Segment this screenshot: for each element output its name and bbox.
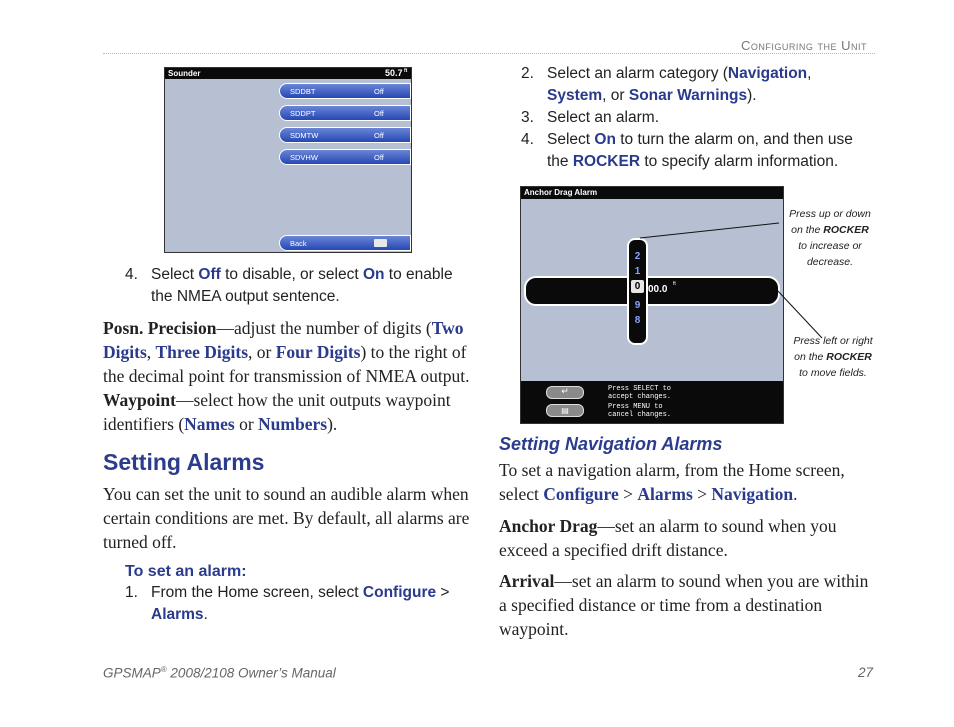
- anchor-drag-paragraph: [499, 514, 869, 562]
- text: .: [203, 606, 208, 623]
- running-header: Configuring the Unit: [741, 38, 867, 53]
- text: Select: [547, 131, 595, 148]
- text: >: [618, 484, 638, 504]
- heading-setting-navigation-alarms: Setting Navigation Alarms: [499, 434, 723, 454]
- callout-text: on the: [791, 224, 824, 236]
- digit-1: 1: [634, 266, 641, 277]
- text: or: [234, 414, 259, 434]
- text: to enable: [384, 266, 453, 283]
- ui-term-on: On: [362, 266, 385, 283]
- text: 2008/2108 Owner’s Manual: [166, 665, 336, 681]
- sounder-item-label: SDVHW: [290, 153, 318, 162]
- term-arrival: Arrival: [499, 571, 555, 591]
- heading-setting-alarms: Setting Alarms: [103, 449, 265, 475]
- field-unit: ft: [673, 281, 676, 287]
- text: —set an alarm to sound when you: [597, 516, 837, 536]
- subheading-to-set-alarm: To set an alarm:: [125, 563, 247, 580]
- step-number: 4.: [521, 131, 534, 148]
- text: ).: [747, 87, 757, 104]
- hint-line: Press MENU to: [608, 403, 663, 411]
- arrival-paragraph: [499, 569, 869, 641]
- text: —set an alarm to sound when you are within: [554, 571, 869, 591]
- digit-8: 8: [634, 315, 641, 326]
- sounder-depth: 50.7: [385, 68, 403, 78]
- text: exceed a specified drift distance.: [499, 540, 728, 560]
- sounder-item-value: Off: [374, 131, 384, 140]
- digit-9: 9: [634, 300, 641, 311]
- ui-term-system: System: [547, 87, 603, 104]
- text: Select: [151, 266, 199, 283]
- term-waypoint: Waypoint: [103, 390, 176, 410]
- step-number: 2.: [521, 65, 534, 82]
- callout-text: to move fields.: [799, 367, 867, 379]
- sounder-item-label: SDDPT: [290, 109, 316, 118]
- hint-line: accept changes.: [608, 393, 672, 401]
- text: .: [793, 484, 798, 504]
- callout-rocker: ROCKER: [823, 224, 869, 236]
- callout-text: on the: [794, 351, 827, 363]
- ui-term-configure: Configure: [543, 484, 619, 504]
- text: —adjust the number of digits (: [216, 318, 432, 338]
- ui-term-four-digits: Four Digits: [275, 342, 361, 362]
- text: , or: [602, 87, 629, 104]
- step-number: 1.: [125, 584, 138, 601]
- ui-term-three-digits: Three Digits: [155, 342, 249, 362]
- digit-0-selected: 0: [631, 280, 644, 293]
- ui-term-on: On: [594, 131, 616, 148]
- text: the: [547, 153, 573, 170]
- sounder-title: Sounder: [168, 69, 201, 78]
- step-number: 4.: [125, 266, 138, 283]
- sounder-item-label: SDMTW: [290, 131, 319, 140]
- field-value: 00.0: [648, 284, 668, 295]
- sounder-item-value: Off: [374, 153, 384, 162]
- term-posn-precision: Posn. Precision: [103, 318, 217, 338]
- callout-text: Press left or right: [793, 335, 873, 347]
- step-number: 3.: [521, 109, 534, 126]
- text: waypoint.: [499, 619, 569, 639]
- anchor-title: Anchor Drag Alarm: [524, 188, 598, 197]
- page-number: 27: [858, 665, 874, 680]
- ui-term-alarms: Alarms: [151, 606, 204, 623]
- callout-up-down: [780, 206, 880, 270]
- text: certain conditions are met. By default, all alarms are: [103, 508, 470, 528]
- text: Select an alarm.: [547, 109, 659, 126]
- callout-left-right: [783, 333, 883, 381]
- text: a specified distance or time from a destination: [499, 595, 823, 615]
- ui-term-digits: Digits: [103, 342, 147, 362]
- text: select: [499, 484, 544, 504]
- text: >: [692, 484, 712, 504]
- text: Select an alarm category (: [547, 65, 728, 82]
- text: >: [436, 584, 450, 601]
- footer-manual-title: [103, 665, 336, 681]
- term-anchor-drag: Anchor Drag: [499, 516, 598, 536]
- ui-term-numbers: Numbers: [258, 414, 328, 434]
- ui-term-navigation: Navigation: [727, 65, 808, 82]
- ui-term-sonar-warnings: Sonar Warnings: [628, 87, 748, 104]
- text: —select how the unit outputs waypoint: [175, 390, 451, 410]
- ui-term-alarms: Alarms: [637, 484, 693, 504]
- enter-icon: ↵: [546, 386, 584, 399]
- text: ).: [327, 414, 338, 434]
- text: ) to the right of: [360, 342, 467, 362]
- text: turned off.: [103, 532, 177, 552]
- hint-line: Press SELECT to: [608, 385, 672, 393]
- sounder-item-value: Off: [374, 109, 384, 118]
- sounder-depth-unit: ft: [404, 68, 408, 74]
- hint-line: cancel changes.: [608, 411, 672, 419]
- text: the NMEA output sentence.: [151, 288, 340, 305]
- sounder-back-label: Back: [290, 239, 307, 248]
- sounder-item-label: SDDBT: [290, 87, 316, 96]
- callout-line-1: [640, 223, 779, 238]
- ui-term-rocker: ROCKER: [572, 153, 641, 170]
- navigation-intro: [499, 458, 869, 506]
- ui-term-names: Names: [184, 414, 235, 434]
- text: to specify alarm information.: [640, 153, 839, 170]
- callout-text: decrease.: [806, 256, 854, 268]
- callout-rocker: ROCKER: [826, 351, 872, 363]
- text: to disable, or select: [220, 266, 363, 283]
- text: , or: [248, 342, 276, 362]
- sounder-item-value: Off: [374, 87, 384, 96]
- callout-line-2: [777, 290, 822, 338]
- text: to turn the alarm on, and then use: [615, 131, 853, 148]
- ui-term-two: Two: [431, 318, 464, 338]
- registered-mark: ®: [160, 665, 167, 674]
- text: From the Home screen, select: [151, 584, 363, 601]
- text: ,: [146, 342, 156, 362]
- menu-icon: ▤: [546, 404, 584, 417]
- callout-text: to increase or: [798, 240, 862, 252]
- text: identifiers (: [103, 414, 185, 434]
- text: To set a navigation alarm, from the Home screen,: [499, 460, 845, 480]
- ui-term-navigation: Navigation: [711, 484, 794, 504]
- ui-term-configure: Configure: [362, 584, 437, 601]
- text: You can set the unit to sound an audible alarm when: [103, 484, 469, 504]
- callout-text: Press up or down: [789, 208, 871, 220]
- ui-term-off: Off: [198, 266, 221, 283]
- text: the decimal point for transmission of NMEA output.: [103, 366, 470, 386]
- digit-2: 2: [634, 251, 641, 262]
- text: GPSMAP: [103, 665, 161, 681]
- text: ,: [807, 65, 812, 82]
